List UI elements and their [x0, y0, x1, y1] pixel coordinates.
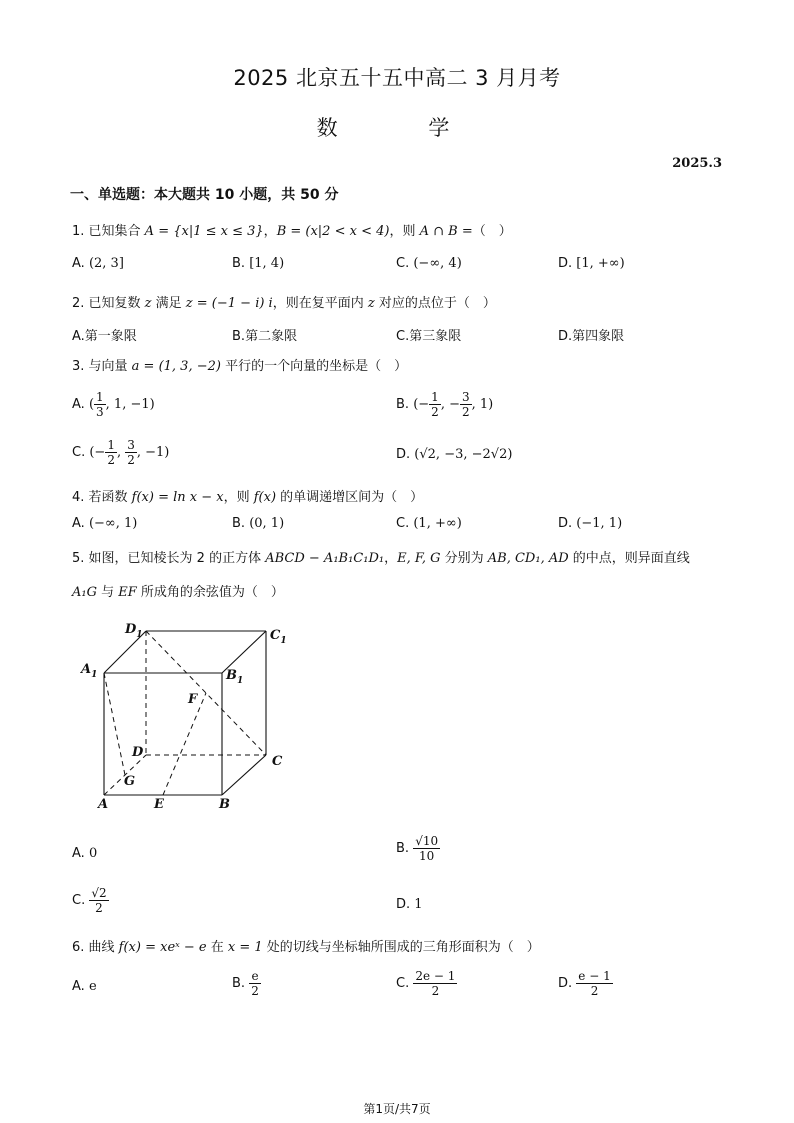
q5-option-b[interactable]: B. $\frac{√10}{10}$ [396, 834, 439, 863]
cube-figure [76, 615, 296, 815]
q1-option-b[interactable]: B. [1, 4) [232, 256, 285, 271]
page-footer: 第1页/共7页 [363, 1102, 431, 1116]
line-a1-g [104, 673, 125, 775]
label-c1: $C_1$ [270, 628, 287, 646]
q3-option-a[interactable]: A. ( $\frac{1}{3}$ , 1, −1) [72, 390, 155, 419]
q6-option-c[interactable]: C. $\frac{2e - 1}{2}$ [396, 969, 456, 998]
label-d: D [132, 745, 144, 760]
q4-option-a[interactable]: A. (−∞, 1) [72, 516, 138, 531]
label-c: C [272, 754, 283, 769]
label-a1: $A_1$ [81, 662, 98, 680]
q4-option-d[interactable]: D. (−1, 1) [558, 516, 623, 531]
q5-option-d[interactable]: D. 1 [396, 897, 423, 912]
label-f: F [188, 692, 198, 707]
section-heading: 一、单选题：本大题共 10 小题，共 50 分 [70, 187, 339, 203]
q2-option-d[interactable]: D.第四象限 [558, 329, 625, 344]
q2-option-c[interactable]: C.第三象限 [396, 329, 462, 344]
q4-option-b[interactable]: B. (0, 1) [232, 516, 285, 531]
question-6-stem: 6. 曲线 f(x) = xeˣ − e 在 x = 1 处的切线与坐标轴所围成的三角形面积为（ ） [72, 940, 540, 955]
question-1-stem: 1. 已知集合 A = {x|1 ≤ x ≤ 3}，B = (x|2 < x < 4)，则 A ∩ B =（ ） [72, 224, 512, 239]
q6-option-a[interactable]: A. e [72, 979, 97, 994]
edge-b-c [222, 755, 266, 795]
q5-option-a[interactable]: A. 0 [72, 846, 98, 861]
page-title: 2025 北京五十五中高二 3 月月考 [233, 66, 561, 90]
q3-option-c[interactable]: C. (− $\frac{1}{2}$ , $\frac{3}{2}$ , −1) [72, 438, 170, 467]
question-4-stem: 4. 若函数 f(x) = ln x − x，则 f(x) 的单调递增区间为（ ） [72, 490, 424, 505]
exam-date: 2025.3 [672, 156, 722, 171]
q3-option-b[interactable]: B. (− $\frac{1}{2}$ , − $\frac{3}{2}$ , 1) [396, 390, 494, 419]
question-2-stem: 2. 已知复数 z 满足 z = (−1 − i) i，则在复平面内 z 对应的点位于（ ） [72, 296, 496, 311]
q1-option-c[interactable]: C. (−∞, 4) [396, 256, 462, 271]
line-e-f [163, 693, 206, 795]
q6-option-d[interactable]: D. $\frac{e - 1}{2}$ [558, 969, 611, 998]
label-e: E [154, 797, 164, 812]
question-3-stem: 3. 与向量 a = (1, 3, −2) 平行的一个向量的坐标是（ ） [72, 359, 408, 374]
label-g: G [124, 774, 136, 789]
q1-option-d[interactable]: D. [1, +∞) [558, 256, 625, 271]
label-b1: $B_1$ [226, 668, 244, 686]
subject-title: 数 学 [316, 116, 478, 140]
edge-b1-c1 [222, 631, 266, 673]
q2-option-b[interactable]: B.第二象限 [232, 329, 298, 344]
question-5-stem-line1: 5. 如图，已知棱长为 2 的正方体 ABCD − A₁B₁C₁D₁，E, F, G 分别为 AB, CD₁, AD 的中点，则异面直线 [72, 551, 690, 566]
label-b: B [219, 797, 230, 812]
label-a: A [98, 797, 109, 812]
q1-option-a[interactable]: A. (2, 3] [72, 256, 124, 271]
question-5-stem-line2: A₁G 与 EF 所成角的余弦值为（ ） [72, 585, 284, 600]
q3-option-d[interactable]: D. (√2, −3, −2√2) [396, 447, 513, 462]
q4-option-c[interactable]: C. (1, +∞) [396, 516, 462, 531]
label-d1: $D_1$ [125, 622, 143, 640]
q5-option-c[interactable]: C. $\frac{√2}{2}$ [72, 886, 107, 915]
q6-option-b[interactable]: B. $\frac{e}{2}$ [232, 969, 259, 998]
q2-option-a[interactable]: A.第一象限 [72, 329, 137, 344]
